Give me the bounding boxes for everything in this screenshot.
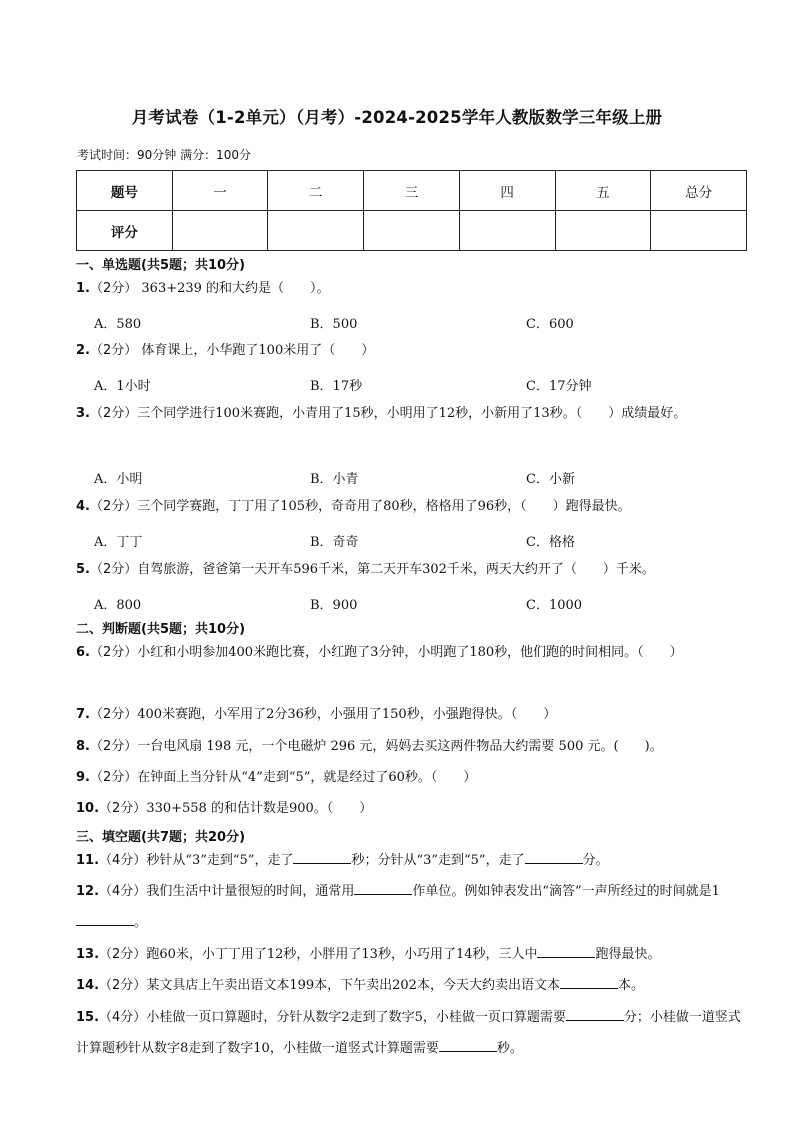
question-4: [76, 491, 748, 522]
question-text: 。: [134, 915, 148, 930]
score-header-cell: 四: [459, 171, 555, 211]
section-heading: 一、单选题(共5题；共10分): [76, 258, 246, 273]
question-points: （2分）: [89, 562, 138, 577]
option-c[interactable]: C．小新: [526, 472, 575, 487]
question-number: 12.: [76, 884, 100, 899]
question-6: [76, 637, 748, 668]
question-text: 秒针从“3”走到“5”，走了: [146, 853, 294, 868]
answer-blank[interactable]: [525, 849, 583, 864]
score-cell[interactable]: [172, 211, 268, 251]
score-cell[interactable]: [651, 211, 747, 251]
score-table-score-row: [77, 211, 747, 251]
option-b[interactable]: B．17秒: [310, 379, 363, 394]
question-points: （2分）: [89, 343, 138, 358]
question-points: （2分）: [89, 707, 138, 722]
option-b[interactable]: B．900: [310, 598, 358, 613]
question-14: [76, 970, 748, 1001]
question-points: （2分）: [89, 645, 138, 660]
score-cell[interactable]: [268, 211, 364, 251]
option-b[interactable]: B．奇奇: [310, 535, 359, 550]
option-a[interactable]: A．丁丁: [94, 535, 143, 550]
question-points: （2分）: [99, 978, 147, 993]
option-a[interactable]: A．580: [94, 317, 142, 332]
question-number: 2.: [76, 343, 90, 358]
question-text: 秒。: [496, 1041, 523, 1056]
answer-blank[interactable]: [439, 1037, 497, 1052]
score-header-cell: 二: [268, 171, 364, 211]
question-text: 330+558 的和估计数是900。（ ）: [146, 801, 373, 816]
question-points: （2分）: [89, 739, 138, 754]
option-b[interactable]: B．小青: [310, 472, 359, 487]
question-points: （2分）: [89, 499, 138, 514]
question-number: 4.: [76, 499, 90, 514]
question-text: 三个同学进行100米赛跑，小青用了15秒，小明用了12秒，小新用了13秒。（ ）成绩最好。: [137, 406, 687, 421]
question-text: 秒；分针从“3”走到“5”，走了: [351, 853, 525, 868]
question-1: [76, 273, 748, 304]
question-text: 跑60米，小丁丁用了12秒，小胖用了13秒，小巧用了14秒，三人中: [146, 947, 538, 962]
question-number: 14.: [76, 978, 100, 993]
question-points: （2分）: [99, 801, 147, 816]
score-header-cell: 一: [172, 171, 268, 211]
question-text: 小红和小明参加400米跑比赛，小红跑了3分钟，小明跑了180秒，他们跑的时间相同。（ ）: [137, 645, 683, 660]
question-text: 一台电风扇 198 元，一个电磁炉 296 元，妈妈去买这两件物品大约需要 500 元。( )。: [137, 739, 663, 754]
question-text: 体育课上，小华跑了100米用了（ ）: [137, 343, 375, 358]
question-points: （4分）: [99, 853, 147, 868]
page-title: 月考试卷（1-2单元）（月考）-2024-2025学年人教版数学三年级上册: [131, 108, 663, 127]
question-number: 5.: [76, 562, 90, 577]
question-text: 自驾旅游，爸爸第一天开车596千米，第二天开车302千米，两天大约开了（ ）千米。: [137, 562, 655, 577]
option-a[interactable]: A．小明: [94, 472, 143, 487]
question-text: 我们生活中计量很短的时间，通常用: [146, 884, 355, 899]
question-number: 15.: [76, 1010, 100, 1025]
question-11: [76, 845, 748, 876]
question-points: （2分）: [89, 281, 138, 296]
exam-info: 考试时间：90分钟 满分：100分: [77, 148, 251, 162]
question-text: 分。: [582, 853, 609, 868]
question-text: 363+239 的和大约是（ ）。: [137, 281, 330, 296]
question-number: 10.: [76, 801, 100, 816]
question-10: [76, 793, 748, 824]
question-9: [76, 762, 748, 793]
option-c[interactable]: C．17分钟: [526, 379, 592, 394]
question-number: 9.: [76, 770, 90, 785]
question-number: 1.: [76, 281, 90, 296]
question-5: [76, 554, 748, 585]
score-table: [76, 170, 747, 251]
question-number: 7.: [76, 707, 90, 722]
score-header-cell: 总分: [651, 171, 747, 211]
question-text: 某文具店上午卖出语文本199本，下午卖出202本，今天大约卖出语文本: [146, 978, 560, 993]
question-2: [76, 335, 748, 366]
score-cell[interactable]: [555, 211, 651, 251]
score-header-cell: 题号: [77, 171, 173, 211]
question-points: （2分）: [89, 406, 138, 421]
question-number: 8.: [76, 739, 90, 754]
answer-blank[interactable]: [560, 974, 618, 989]
answer-blank[interactable]: [76, 911, 134, 926]
question-points: （2分）: [99, 947, 147, 962]
section-heading: 三、填空题(共7题；共20分): [76, 830, 246, 845]
question-text: 小桂做一页口算题时，分针从数字2走到了数字5，小桂做一页口算题需要: [146, 1010, 566, 1025]
option-c[interactable]: C．1000: [526, 598, 583, 613]
score-table-header-row: [77, 171, 747, 211]
answer-blank[interactable]: [354, 880, 412, 895]
option-b[interactable]: B．500: [310, 317, 358, 332]
question-text: 400米赛跑，小军用了2分36秒，小强用了150秒，小强跑得快。（ ）: [137, 707, 557, 722]
question-points: （4分）: [99, 1010, 147, 1025]
score-header-cell: 三: [364, 171, 460, 211]
question-text: 分；小桂做一道竖式计算题秒针从数字8走到了数字10，小桂做一道竖式计算题需要: [76, 1010, 741, 1056]
question-text: 跑得最快。: [595, 947, 661, 962]
section-heading: 二、判断题(共5题；共10分): [76, 622, 246, 637]
question-13: [76, 939, 748, 970]
question-number: 13.: [76, 947, 100, 962]
question-text: 三个同学赛跑，丁丁用了105秒，奇奇用了80秒，格格用了96秒，（ ）跑得最快。: [137, 499, 631, 514]
option-a[interactable]: A．1小时: [94, 379, 151, 394]
question-text: 本。: [617, 978, 644, 993]
score-cell[interactable]: [459, 211, 555, 251]
question-points: （2分）: [89, 770, 138, 785]
question-number: 3.: [76, 406, 90, 421]
score-cell[interactable]: [364, 211, 460, 251]
question-number: 6.: [76, 645, 90, 660]
question-text: 作单位。例如钟表发出“滴答”一声所经过的时间就是1: [412, 884, 720, 899]
question-7: [76, 699, 748, 730]
question-12: [76, 876, 748, 938]
question-text: 在钟面上当分针从“4”走到“5”，就是经过了60秒。（ ）: [137, 770, 477, 785]
question-15: [76, 1002, 748, 1064]
score-header-cell: 五: [555, 171, 651, 211]
option-c[interactable]: C．600: [526, 317, 574, 332]
question-points: （4分）: [99, 884, 147, 899]
score-row-label: 评分: [77, 211, 173, 251]
answer-blank[interactable]: [293, 849, 351, 864]
question-3: [76, 398, 748, 429]
question-number: 11.: [76, 853, 100, 868]
answer-blank[interactable]: [566, 1006, 624, 1021]
answer-blank[interactable]: [537, 943, 595, 958]
option-a[interactable]: A．800: [94, 598, 142, 613]
question-8: [76, 731, 748, 762]
option-c[interactable]: C．格格: [526, 535, 575, 550]
